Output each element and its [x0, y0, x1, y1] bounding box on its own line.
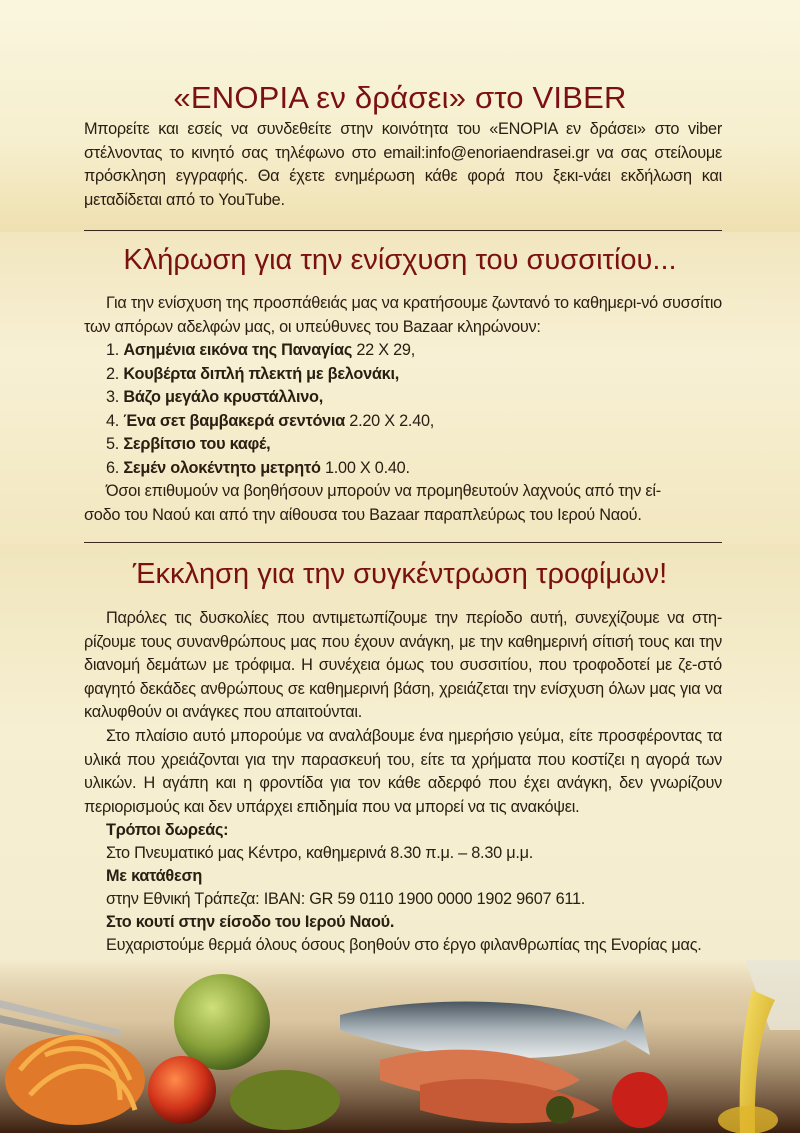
prize-name: Σερβίτσιο του καφέ, [123, 435, 271, 453]
prize-number: 2. [106, 364, 120, 383]
food-appeal-title: Έκκληση για την συγκέντρωση τροφίμων! [132, 558, 668, 590]
donation-methods-heading-text: Τρόποι δωρεάς: [106, 821, 229, 839]
bank-iban-details: στην Εθνική Τράπεζα: IBAN: GR 59 0110 1900 0000 1902 9607 611. [106, 890, 586, 908]
prize-name: Σεμέν ολοκέντητο μετρητό [123, 458, 321, 477]
prize-name: Ασημένια εικόνα της Παναγίας [123, 341, 353, 359]
prize-item [106, 386, 434, 410]
prize-number: 1. [106, 341, 120, 359]
prize-size: 1.00 Χ 0.40. [320, 458, 410, 477]
deposit-heading [106, 865, 202, 889]
prize-number: 5. [106, 435, 120, 453]
prize-size: 2.20 Χ 2.40, [345, 411, 435, 430]
prize-name: Ένα σετ βαμβακερά σεντόνια [123, 411, 345, 430]
prize-name: Κουβέρτα διπλή πλεκτή με βελονάκι, [123, 364, 400, 383]
thanks-message: Ευχαριστούμε θερμά όλους όσους βοηθούν στο έργο φιλανθρωπίας της Ενορίας μας. [106, 936, 702, 954]
viber-section-body: Μπορείτε και εσείς να συνδεθείτε στην κοινότητα του «ΕΝΟΡΙΑ εν δράσει» στο viber στέλνοντας το κινητό σας τηλέφωνο στο email:info@enoriaendrasei.gr να σας στείλουμε πρόσκληση εγγραφής. Θα έχετε ενημέρωση κάθε φορά που ξεκι-νάει εκδήλωση και μεταδίδεται από το YouTube. [84, 120, 722, 209]
prize-item [106, 433, 434, 457]
prize-name: Βάζο μεγάλο κρυστάλλινο, [123, 388, 324, 406]
apple-graphic [174, 974, 270, 1070]
prize-item [106, 410, 434, 434]
food-appeal-paragraph-1: Παρόλες τις δυσκολίες που αντιμετωπίζουμε την περίοδο αυτή, συνεχίζουμε να στη-ρίζουμε τους συνανθρώπους μας που έχουν ανάγκη, με την καθημερινή σίτισή τους και την διανομή δεμάτων με τρόφιμα. Η συνέχεια όμως του συσσιτίου, που τροφοδοτεί με ζε-στό φαγητό δεκάδες ανθρώπους σε καθημερινή βάση, χρειάζεται την ενίσχυση όλων μας για να καλυφθούν οι ανάγκες που απαιτούνται. [84, 609, 722, 721]
deposit-heading-text: Με κατάθεση [106, 867, 203, 885]
prize-number: 3. [106, 388, 120, 406]
prize-item [106, 363, 434, 387]
donation-box-heading-text: Στο κουτί στην είσοδο του Ιερού Ναού. [106, 913, 395, 931]
olive-graphic [546, 1096, 574, 1124]
donation-box-heading [106, 911, 394, 935]
prize-item [106, 339, 434, 363]
raffle-prize-list [106, 339, 434, 480]
prize-item [106, 457, 434, 481]
tomato-graphic [148, 1056, 216, 1124]
red-pepper-graphic [612, 1072, 668, 1128]
section-divider [84, 542, 722, 543]
spaghetti-graphic [5, 1035, 145, 1125]
section-divider [84, 230, 722, 231]
donation-methods-heading [106, 819, 228, 843]
viber-section-title: «ΕΝΟΡΙΑ εν δράσει» στο VIBER [173, 80, 627, 115]
donation-center-hours: Στο Πνευματικό μας Κέντρο, καθημερινά 8.30 π.μ. – 8.30 μ.μ. [106, 844, 534, 862]
vegetables-graphic [230, 1070, 340, 1130]
prize-size: 22 Χ 29, [352, 341, 415, 359]
raffle-outro-continuation: σοδο του Ναού και από την αίθουσα του Bazaar παραπλεύρως του Ιερού Ναού. [84, 505, 642, 524]
food-photo-collage [0, 960, 800, 1133]
raffle-outro [84, 480, 722, 527]
prize-number: 4. [106, 411, 120, 430]
food-appeal-paragraph-2: Στο πλαίσιο αυτό μπορούμε να αναλάβουμε ένα ημερήσιο γεύμα, είτε προσφέροντας τα υλικά που χρειάζονται για την παρασκευή του, είτε τα χρήματα που κοστίζει η αγορά των υλικών. Η αγάπη και η φροντίδα για τον κάθε αδερφό που έχει ανάγκη, δεν γνωρίζουν περιορισμούς και δεν υπάρχει επιδημία που να μπορεί να τις ανακόψει. [84, 727, 722, 816]
raffle-section-title: Κλήρωση για την ενίσχυση του συσσιτίου... [123, 244, 677, 276]
raffle-outro-first-line: Όσοι επιθυμούν να βοηθήσουν μπορούν να προμηθευτούν λαχνούς από την εί- [106, 482, 661, 500]
raffle-intro: Για την ενίσχυση της προσπάθειάς μας να κρατήσουμε ζωντανό το καθημερι-νό συσσίτιο των απόρων αδελφών μας, οι υπεύθυνες του Bazaar κληρώνουν: [84, 294, 722, 336]
prize-number: 6. [106, 458, 120, 477]
